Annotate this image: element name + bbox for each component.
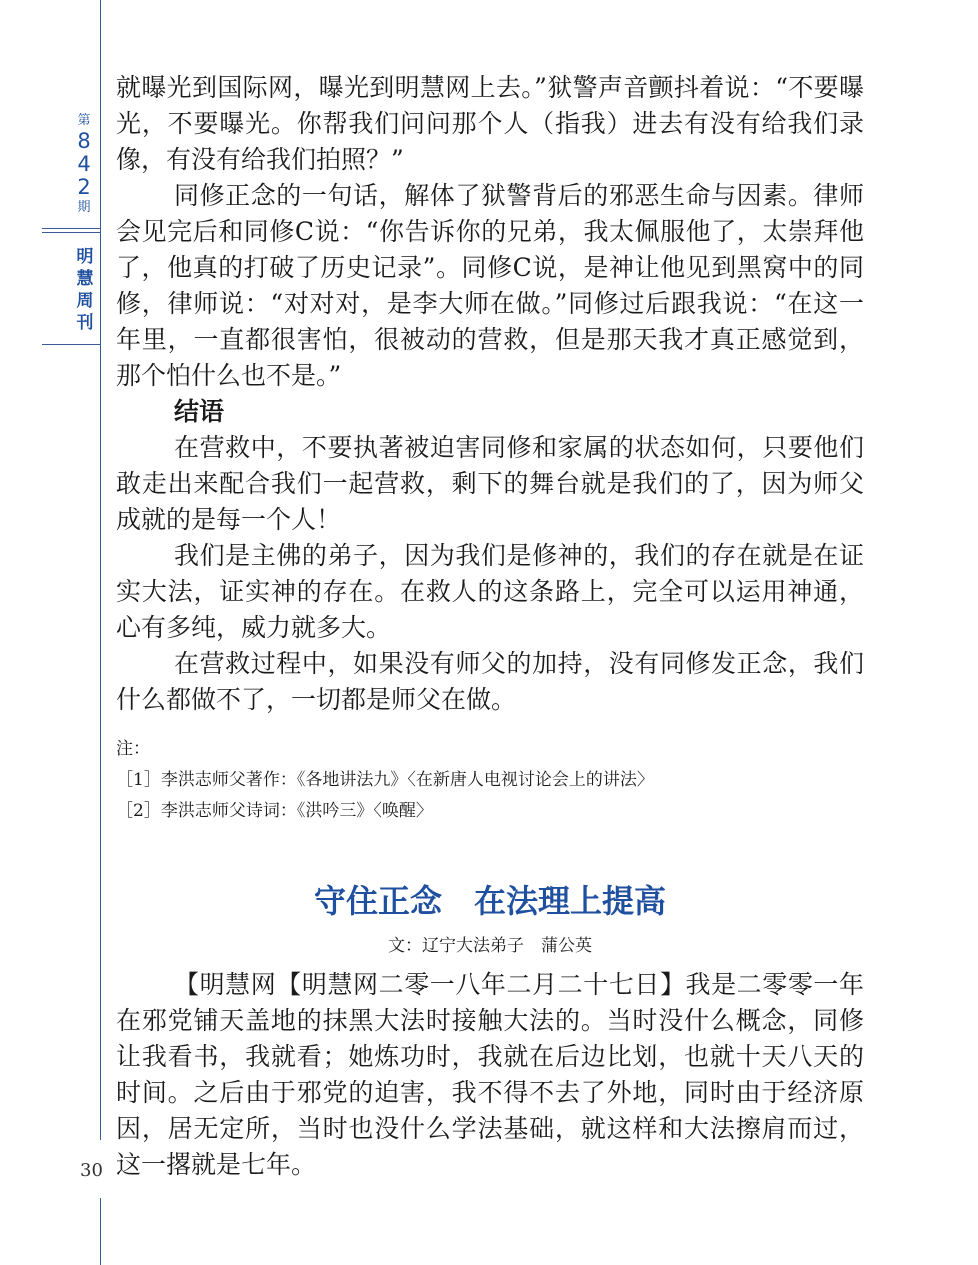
body-paragraph: 同修正念的一句话，解体了狱警背后的邪恶生命与因素。律师会见完后和同修C说：“你告诉你的兄弟，我太佩服他了，太崇拜他了，他真的打破了历史记录”。同修C说，是神让他见到黑窝中的同修，律师说：“对对对，是李大师在做。”同修过后跟我说：“在这一年里，一直都很害怕，很被动的营救，但是那天我才真正感觉到，那个怕什么也不是。” bbox=[116, 181, 864, 390]
magazine-name bbox=[74, 246, 96, 334]
article-paragraph: 【明慧网【明慧网二零一八年二月二十七日】我是二零零一年在邪党铺天盖地的抹黑大法时接触大法的。当时没什么概念，同修让我看书，我就看；她炼功时，我就在后边比划，也就十天八天的时间。之后由于邪党的迫害，我不得不去了外地，同时由于经济原因，居无定所，当时也没什么学法基础，就这样和大法擦肩而过，这一撂就是七年。 bbox=[116, 970, 864, 1179]
body-paragraph: 在营救过程中，如果没有师父的加持，没有同修发正念，我们什么都做不了，一切都是师父在做。 bbox=[116, 649, 864, 714]
issue-digit: 2 bbox=[77, 175, 91, 199]
page-content bbox=[116, 70, 864, 1183]
notes-label: 注： bbox=[116, 739, 150, 759]
sidebar-divider-bottom bbox=[100, 1198, 101, 1265]
sidebar-rule-top bbox=[42, 228, 100, 229]
issue-number bbox=[72, 112, 96, 217]
magazine-char: 慧 bbox=[76, 269, 94, 289]
section-heading: 结语 bbox=[174, 397, 225, 426]
article-byline: 文：辽宁大法弟子 蒲公英 bbox=[388, 936, 592, 956]
issue-prefix: 第 bbox=[77, 113, 91, 128]
magazine-char: 周 bbox=[76, 291, 94, 311]
body-paragraph: 就曝光到国际网，曝光到明慧网上去。”狱警声音颤抖着说：“不要曝光，不要曝光。你帮我们问问那个人（指我）进去有没有给我们录像，有没有给我们拍照？” bbox=[116, 73, 864, 174]
issue-digit: 8 bbox=[77, 129, 91, 153]
note-item: ［1］李洪志师父著作：《各地讲法九》〈在新唐人电视讨论会上的讲法〉 bbox=[116, 770, 654, 790]
note-item: ［2］李洪志师父诗词：《洪吟三》〈唤醒〉 bbox=[116, 801, 433, 821]
issue-suffix: 期 bbox=[77, 200, 91, 215]
issue-digit: 4 bbox=[77, 152, 91, 176]
sidebar-divider bbox=[100, 0, 101, 1140]
magazine-char: 刊 bbox=[76, 313, 94, 333]
body-paragraph: 我们是主佛的弟子，因为我们是修神的，我们的存在就是在证实大法，证实神的存在。在救人的这条路上，完全可以运用神通，心有多纯，威力就多大。 bbox=[116, 541, 864, 642]
sidebar-rule-bottom bbox=[42, 344, 100, 345]
page-number: 30 bbox=[80, 1160, 103, 1181]
sidebar-rule-top-2 bbox=[42, 232, 100, 233]
body-paragraph: 在营救中，不要执著被迫害同修和家属的状态如何，只要他们敢走出来配合我们一起营救，剩下的舞台就是我们的了，因为师父成就的是每一个人！ bbox=[116, 433, 864, 534]
article-title: 守住正念 在法理上提高 bbox=[313, 882, 666, 920]
magazine-char: 明 bbox=[76, 247, 94, 267]
